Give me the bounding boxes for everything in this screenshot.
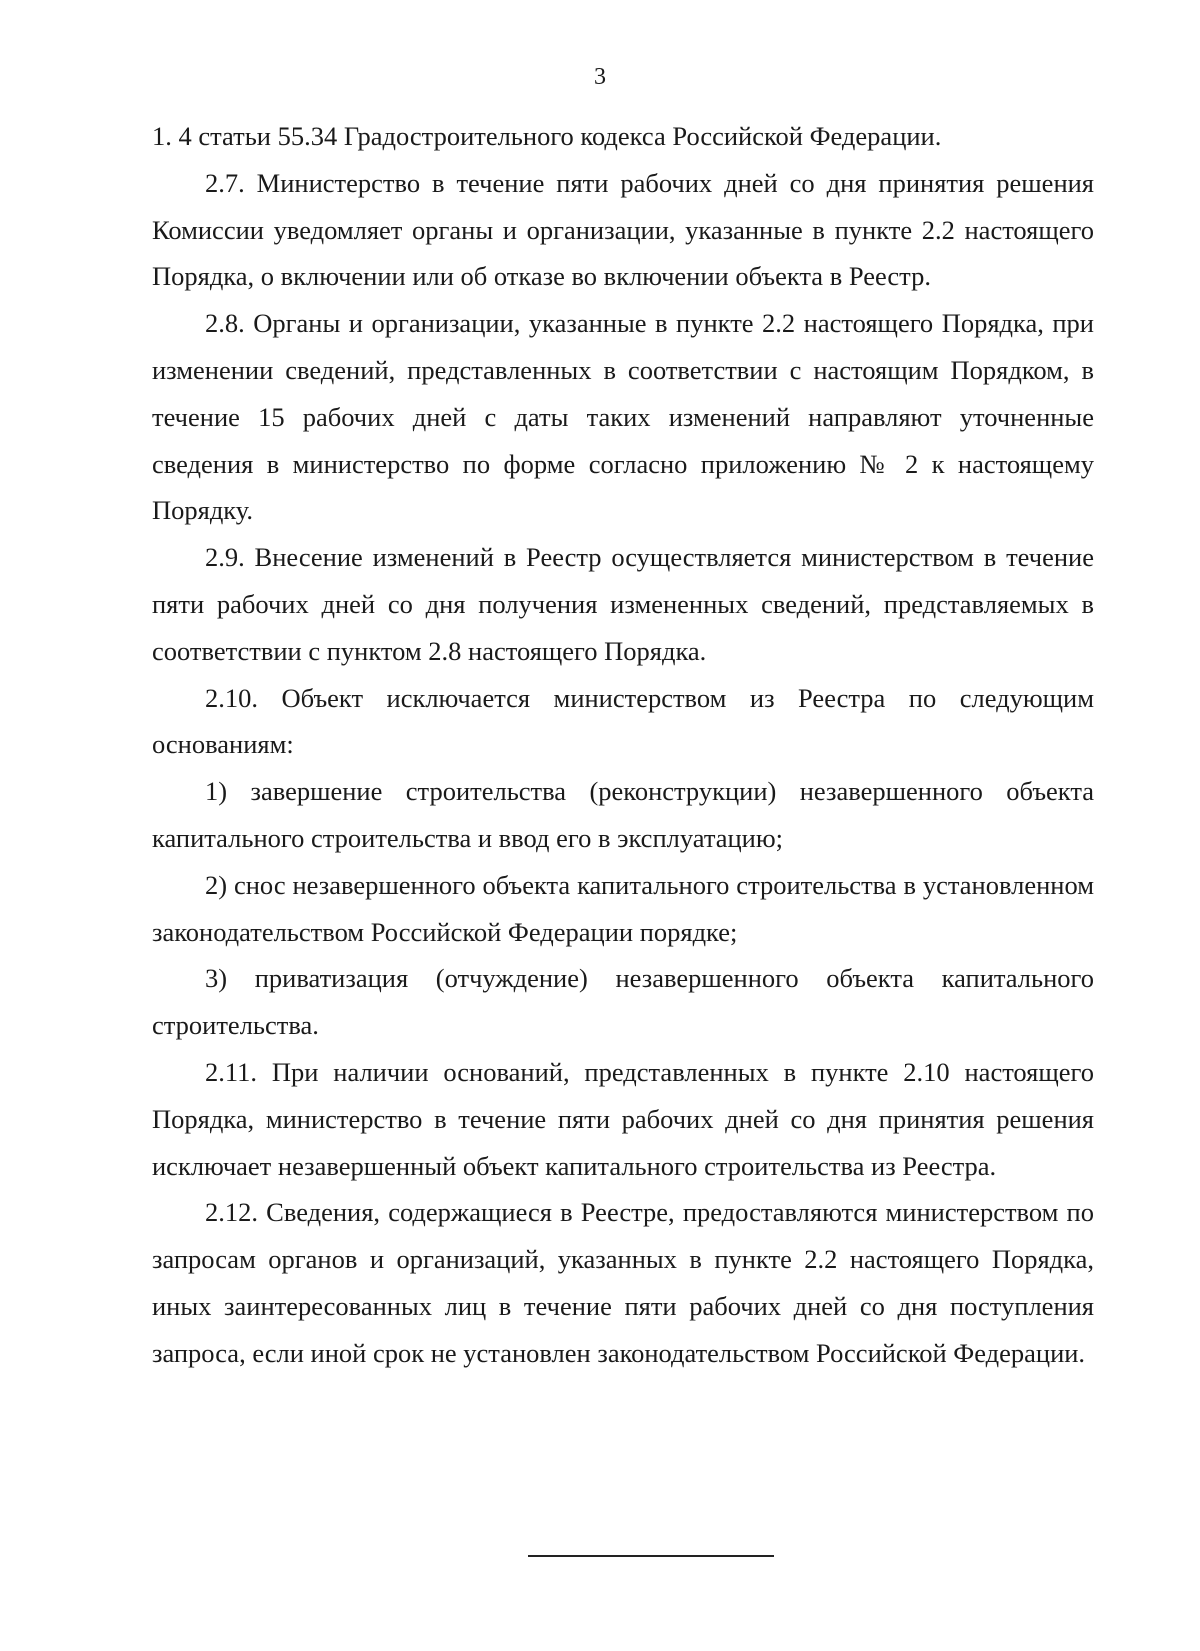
paragraph-2-8: 2.8. Органы и организации, указанные в пункте 2.2 настоящего Порядка, при изменении сведений, представленных в соответствии с настоящим Порядком, в течение 15 рабочих дней с даты таких изменений направляют уточненные сведения в министерство по форме согласно приложению № 2 к настоящему Порядку. [152, 308, 1094, 526]
list-item-1: 1) завершение строительства (реконструкции) незавершенного объекта капитального строительства и ввод его в эксплуатацию; [152, 776, 1094, 853]
document-body [152, 113, 1094, 1377]
list-item-2: 2) снос незавершенного объекта капитального строительства в установленном законодательством Российской Федерации порядке; [152, 869, 1094, 947]
page-number: 3 [594, 64, 606, 90]
paragraph-2-11: 2.11. При наличии оснований, представленных в пункте 2.10 настоящего Порядка, министерство в течение пяти рабочих дней со дня принятия решения исключает незавершенный объект капитального строительства из Реестра. [152, 1056, 1094, 1181]
paragraph-2-12: 2.12. Сведения, содержащиеся в Реестре, предоставляются министерством по запросам органов и организаций, указанных в пункте 2.2 настоящего Порядка, иных заинтересованных лиц в течение пяти рабочих дней со дня поступления запроса, если иной срок не установлен законодательством Российской Федерации. [152, 1197, 1094, 1368]
end-of-document-rule [528, 1555, 774, 1557]
paragraph-2-9: 2.9. Внесение изменений в Реестр осуществляется министерством в течение пяти рабочих дней со дня получения измененных сведений, представляемых в соответствии с пунктом 2.8 настоящего Порядка. [152, 542, 1094, 666]
paragraph-2-7: 2.7. Министерство в течение пяти рабочих дней со дня принятия решения Комиссии уведомляет органы и организации, указанные в пункте 2.2 настоящего Порядка, о включении или об отказе во включении объекта в Реестр. [152, 167, 1094, 292]
paragraph-2-10: 2.10. Объект исключается министерством из Реестра по следующим основаниям: [152, 682, 1094, 760]
paragraph-continuation: 1. 4 статьи 55.34 Градостроительного кодекса Российской Федерации. [152, 121, 942, 151]
list-item-3: 3) приватизация (отчуждение) незавершенного объекта капитального строительства. [152, 963, 1094, 1041]
